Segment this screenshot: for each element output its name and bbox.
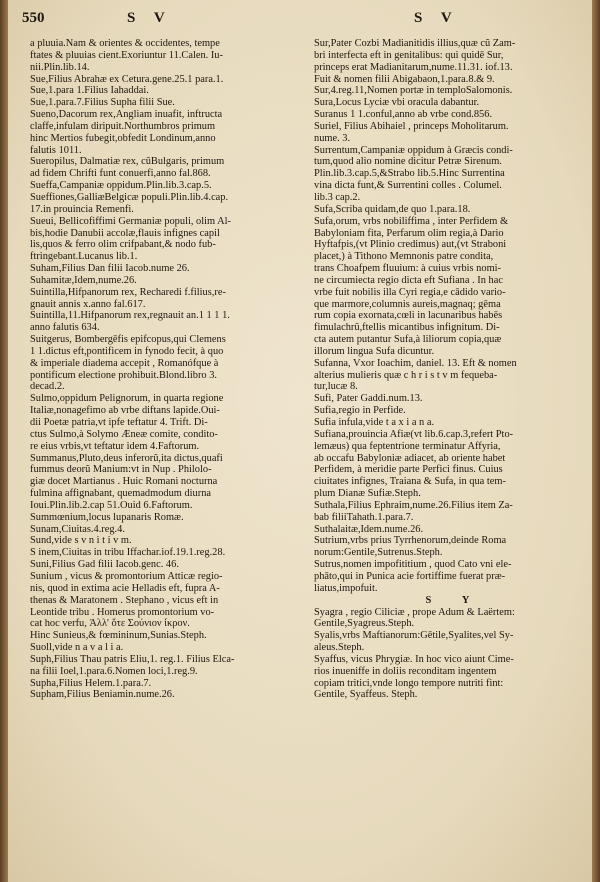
text-line: ne circumiecta regio dicta eft Sufiana . In hac xyxy=(314,274,503,286)
text-line: Summanus,Pluto,deus inferorũ,ita dictus,quafi xyxy=(30,452,223,464)
text-line: Sur,4.reg.11,Nomen portæ in temploSalomonis. xyxy=(314,85,513,97)
text-line: Suni,Filius Gad filii Iacob.genc. 46. xyxy=(30,559,179,571)
text-line: vrbe fuit nobilis illa Cyri regia,e cādido vario- xyxy=(314,286,506,298)
text-line: re eius vrbis,vt teftatur idem 4.Faftorum. xyxy=(30,440,200,452)
text-line: Sulmo,oppidum Pelignorum, in quarta regione xyxy=(30,393,224,405)
text-line: copiam tritici,vnde longo tempore nutriti fint: xyxy=(314,677,504,689)
text-line: Sueno,Dacorum rex,Angliam inuafit, inftructa xyxy=(30,109,223,121)
text-line: Suthalaitæ,Idem.nume.26. xyxy=(314,523,424,535)
text-line: alterius mulieris quæ c h r i s t v m fequeba- xyxy=(314,369,498,381)
text-line: princeps erat Madianitarum,nume.11.31. iof.13. xyxy=(314,61,513,73)
text-line: Leontide tribu . Homerus promontorium vo- xyxy=(30,606,215,618)
text-line: Sueffa,Campaniæ oppidum.Plin.lib.3.cap.5. xyxy=(30,180,212,192)
text-line: Suintilla,11.Hifpanorum rex,regnauit an.1 1 1 1. xyxy=(30,310,230,322)
text-line: Sue,1.para.7.Filius Supha filii Sue. xyxy=(30,97,175,109)
text-line: Suhamitæ,Idem,nume.26. xyxy=(30,274,137,286)
text-line: Suoll,vide n a v a l i a. xyxy=(30,642,124,654)
text-line: Plin.lib.3.cap.5,&Strabo lib.5.Hinc Surrentina xyxy=(314,168,505,180)
text-line: decad.2. xyxy=(30,381,65,393)
text-line: Sufa,Scriba quidam,de quo 1.para.18. xyxy=(314,203,471,215)
text-line: Sufanna, Vxor Ioachim, daniel. 13. Eft & nomen xyxy=(314,357,517,369)
text-line: lis,quos & ferro olim crifpabant,& nodo fub- xyxy=(30,239,216,251)
text-line: nume. 3. xyxy=(314,132,351,144)
text-line: Syaffus, vicus Phrygiæ. In hoc vico aiunt Cime- xyxy=(314,653,514,665)
text-line: Sue,Filius Abrahæ ex Cetura.gene.25.1 para.1. xyxy=(30,73,224,85)
text-line: Sur,Pater Cozbi Madianitidis illius,quæ cũ Zam- xyxy=(314,38,516,49)
text-line: Suitgerus, Bombergēfis epifcopus,qui Clemens xyxy=(30,334,226,346)
text-line: Suintilla,Hifpanorum rex, Recharedi f.filius,re- xyxy=(30,286,226,298)
text-line: liatus,impofuit. xyxy=(314,582,378,594)
left-column-heading: S V xyxy=(127,10,165,26)
text-line: trans Choafpem fluuium: à cuius vrbis nomi- xyxy=(314,263,502,275)
text-line: illorum lingua Sufa dicuntur. xyxy=(314,345,435,357)
text-line: tum,quod alio nomine dicitur Petræ Sirenum. xyxy=(314,156,502,168)
text-line: Surrentum,Campaniæ oppidum à Græcis condi- xyxy=(314,144,513,156)
text-line: que marmore,columnis aureis,magnaq; gēma xyxy=(314,298,501,310)
left-column xyxy=(30,38,296,701)
text-line: Sueui, Bellicofiffimi Germaniæ populi, olim Al- xyxy=(30,215,231,227)
text-line: fummus deorũ Manium:vt in Nup . Philolo- xyxy=(30,464,212,476)
text-line: a pluuia.Nam & orientes & occidentes, tempe xyxy=(30,38,220,49)
text-line: phāto,qui in Punica acie fortiffime fuerat præ- xyxy=(314,570,506,582)
text-line: bri interfecta eft in genitalibus: qui quidē Sur, xyxy=(314,49,504,61)
text-line: na filii Ioel,1.para.6.Nomen loci,1.reg.9. xyxy=(30,665,198,677)
text-line: Sufi, Pater Gaddi.num.13. xyxy=(314,393,423,405)
text-line: Sufia infula,vide t a x i a n a. xyxy=(314,417,435,428)
text-line: Syagra , regio Ciliciæ , prope Adum & Laërtem: xyxy=(314,606,515,618)
text-line: S inem,Ciuitas in tribu Iffachar.iof.19.1.reg.28. xyxy=(30,547,226,559)
text-line: Sueffiones,GalliæBelgicæ populi.Plin.lib.4.cap. xyxy=(30,191,229,203)
text-line: Sutrus,nomen impofititium , quod Cato vni ele- xyxy=(314,559,512,571)
text-line: Gentile, Syaffeus. Steph. xyxy=(314,689,418,701)
text-line: Hyftafpis,(vt Plinio credimus) aut,(vt Straboni xyxy=(314,239,507,251)
text-line: Suranus 1 1.conful,anno ab vrbe cond.856. xyxy=(314,109,493,121)
text-line: Fuit & nomen filii Abigabaon,1.para.8.& 9. xyxy=(314,73,495,85)
text-line: vina dicta funt,& Surrentini colles . Columel. xyxy=(314,180,502,192)
text-line: Summœnium,locus lupanaris Romæ. xyxy=(30,511,184,523)
text-line: placet,) à Tithono Memnonis patre condita, xyxy=(314,251,494,263)
text-line: Sutrium,vrbs prius Tyrrhenorum,deinde Roma xyxy=(314,535,507,547)
text-line: falutis 1011. xyxy=(30,144,82,156)
text-line: Sunium , vicus & promontorium Atticæ regio- xyxy=(30,570,223,582)
text-line: 1 1.dictus eft,pontificem in fynodo fecit, à quo xyxy=(30,345,224,357)
text-line: norum:Gentile,Sutrenus.Steph. xyxy=(314,547,443,559)
text-line: pontificum electione prohibuit.Blond.libro 3. xyxy=(30,369,218,381)
text-line: & imperiale diadema accepit , Romanófque à xyxy=(30,357,219,369)
page-left-edge xyxy=(0,0,8,882)
text-line: Hinc Sunieus,& fœmininum,Sunias.Steph. xyxy=(30,630,207,642)
text-line: bab filiiTahath.1.para.7. xyxy=(314,511,414,523)
page-number: 550 xyxy=(22,10,45,26)
text-line: Suriel, Filius Abihaiel , princeps Moholitarum. xyxy=(314,120,509,132)
text-line: dii Poetæ patria,vt ipfe teftatur 4. Trift. Di- xyxy=(30,417,208,428)
text-line: nii.Plin.lib.14. xyxy=(30,61,90,73)
text-line: ciuitates infignes, Traiana & Sufa, in qua tem- xyxy=(314,476,506,488)
text-line: Sueropilus, Dalmatiæ rex, cũBulgaris, primum xyxy=(30,156,225,168)
text-line: ad fidem Chrifti funt conuerfi,anno fal.868. xyxy=(30,168,211,180)
text-line: ab occafu Babyloniæ adiacet, ab oriente habet xyxy=(314,452,506,464)
text-line: cta autem putantur Sufa,à liliorum copia,quæ xyxy=(314,334,502,346)
text-line: Sund,vide s v n i t i v m. xyxy=(30,535,132,547)
text-line: gnauit annis x.anno fal.617. xyxy=(30,298,146,310)
text-line: aleus.Steph. xyxy=(314,642,365,654)
right-column-heading: S V xyxy=(414,10,452,26)
text-line: Sunam,Ciuitas.4.reg.4. xyxy=(30,523,125,535)
text-line: ctus Sulmo,à Solymo Æneæ comite, condito- xyxy=(30,428,218,440)
text-line: Suph,Filius Thau patris Eliu,1. reg.1. Filius Elca- xyxy=(30,653,235,665)
text-line: giæ docet Martianus . Huic Romani nocturna xyxy=(30,476,218,488)
text-line: tur,lucæ 8. xyxy=(314,381,358,393)
page-right-edge xyxy=(592,0,600,882)
text-line: lemæus) qua feptentrione terminatur Affyria, xyxy=(314,440,501,452)
text-line: Supha,Filius Helem.1.para.7. xyxy=(30,677,152,689)
text-line: Suthala,Filius Ephraim,nume.26.Filius item Za- xyxy=(314,499,513,511)
text-line: hinc Mertios fubegit,obfedit Londinum,anno xyxy=(30,132,216,144)
text-line: Sue,1.para 1.Filius Iahaddai. xyxy=(30,85,149,97)
text-line: thenas & Maratonem . Stephano , vicus eft in xyxy=(30,594,219,606)
text-line: ftates & pluuias cient.Exoriuntur 11.Calen. Iu- xyxy=(30,49,223,61)
text-line: rios inueniffe in doliis reconditam ingentem xyxy=(314,665,497,677)
page-header xyxy=(22,10,580,32)
text-line: cat hoc verfu, Ἀλλ' ὅτε Σούνιον ἷκρον. xyxy=(30,618,190,630)
text-line: plum Dianæ Sufiæ.Steph. xyxy=(314,488,421,500)
text-line: Perfidem, à meridie parte Perfici finus. Cuius xyxy=(314,464,503,476)
text-line: lib.3 cap.2. xyxy=(314,191,361,203)
text-line: fimulachrũ,ftellis micantibus infignitum. Di- xyxy=(314,322,500,334)
text-line: rum copia exornata,cœli in lacunaribus habēs xyxy=(314,310,503,322)
text-line: S Y xyxy=(425,594,473,606)
text-line: claffe,infulam diripuit.Northumbros primum xyxy=(30,120,216,132)
text-line: Ioui.Plin.lib.2.cap 51.Ouid 6.Faftorum. xyxy=(30,499,193,511)
text-line: ftringebant.Lucanus lib.1. xyxy=(30,251,138,263)
text-line: Suham,Filius Dan filii Iacob.nume 26. xyxy=(30,263,190,275)
text-line: Babyloniam fita, Perfarum olim regia,à Dario xyxy=(314,227,504,239)
right-column xyxy=(314,38,584,701)
text-line: Sura,Locus Lyciæ vbi oracula dabantur. xyxy=(314,97,480,109)
text-line: Sufia,regio in Perfide. xyxy=(314,405,406,417)
text-line: Supham,Filius Beniamin.nume.26. xyxy=(30,689,175,701)
text-line: Sufa,orum, vrbs nobiliffima , inter Perfidem & xyxy=(314,215,509,227)
text-line: Gentile,Syagreus.Steph. xyxy=(314,618,415,630)
text-line: Syalis,vrbs Maftianorum:Gētile,Syalites,vel Sy- xyxy=(314,630,514,642)
text-line: Sufiana,prouincia Afiæ(vt lib.6.cap.3,refert Pto- xyxy=(314,428,514,440)
text-line: Italiæ,nonagefimo ab vrbe diftans lapide.Oui- xyxy=(30,405,220,417)
text-line: anno falutis 634. xyxy=(30,322,100,334)
text-line: 17.in prouincia Remenfi. xyxy=(30,203,134,215)
text-line: nis, quod in extima acie Helladis eft, fupra A- xyxy=(30,582,220,594)
text-line: bis,hodie Danubii accolæ,flauis infignes capil xyxy=(30,227,220,239)
text-line: fulmina affignabant, quemadmodum diurna xyxy=(30,488,212,500)
